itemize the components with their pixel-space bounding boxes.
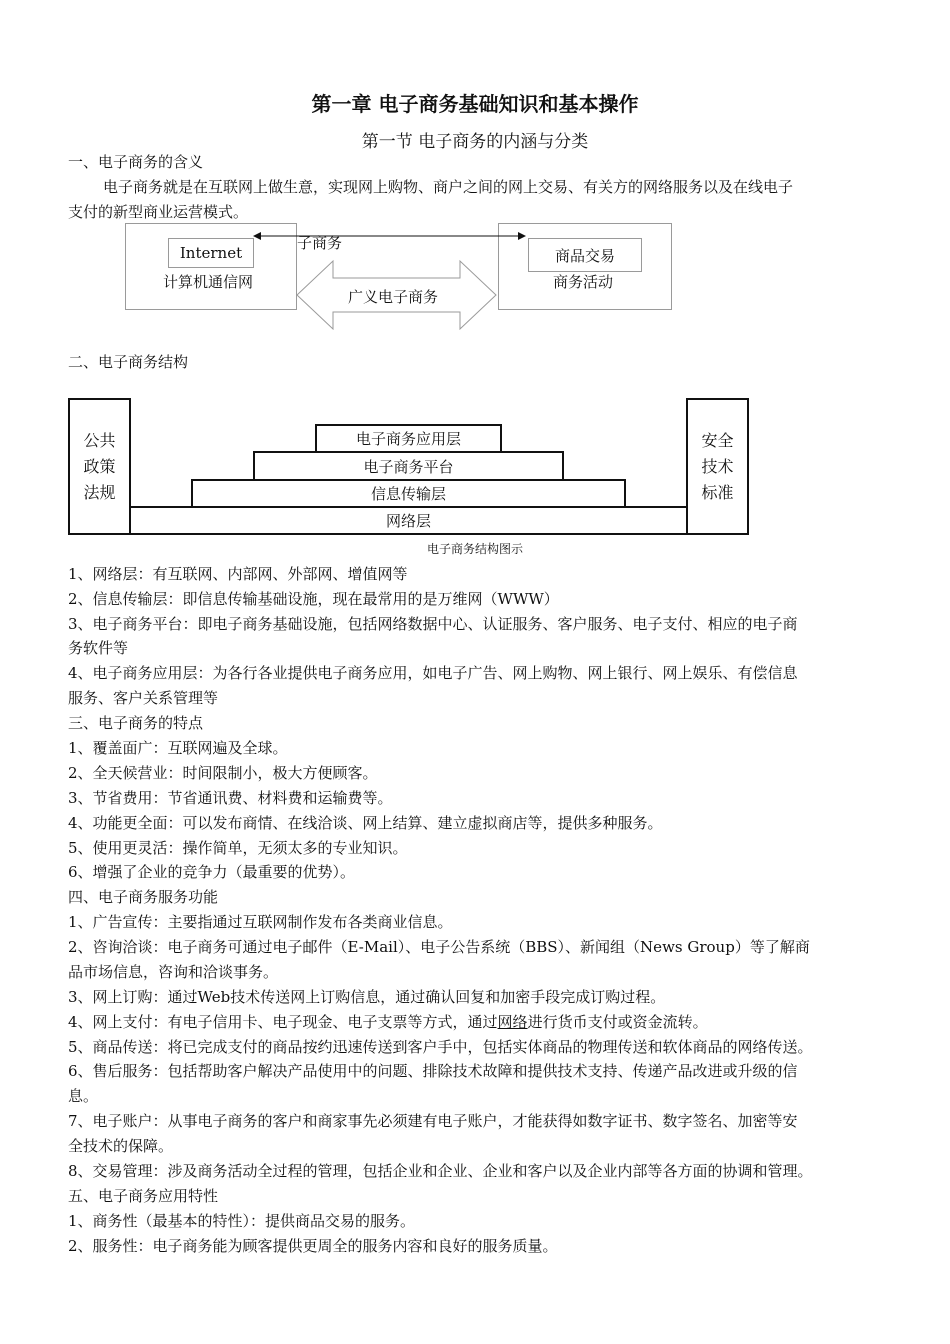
- text-line: 1、广告宣传：主要指通过互联网制作发布各类商业信息。: [68, 913, 453, 931]
- chapter-title: 第一章 电子商务基础知识和基本操作: [311, 92, 639, 116]
- internet-label: Internet: [179, 244, 243, 262]
- narrow-ecommerce-label: 子商务: [297, 234, 343, 252]
- layer-transmission: [191, 479, 626, 508]
- section-title: 第一节 电子商务的内涵与分类: [361, 132, 589, 152]
- text-line: 1、商务性（最基本的特性）：提供商品交易的服务。: [68, 1212, 416, 1230]
- text-line: 3、网上订购：通过Web技术传送网上订购信息，通过确认回复和加密手段完成订购过程。: [68, 988, 666, 1006]
- text-line: 5、商品传送：将已完成支付的商品按约迅速传送到客户手中，包括实体商品的物理传送和软体商品的网络传送。: [68, 1038, 813, 1056]
- text-line: 服务、客户关系管理等: [68, 689, 219, 707]
- definition-paragraph-line2: 支付的新型商业运营模式。: [68, 203, 249, 221]
- text-line: 品市场信息，咨询和洽谈事务。: [68, 963, 279, 981]
- text-line: 2、全天候营业：时间限制小，极大方便顾客。: [68, 764, 378, 782]
- commodity-trade-box: [528, 238, 642, 272]
- top-arrow-left-head: [253, 232, 261, 240]
- computer-network-label: 计算机通信网: [163, 273, 254, 291]
- heading-definition: 一、电子商务的含义: [68, 153, 204, 171]
- definition-paragraph-line1: 电子商务就是在互联网上做生意，实现网上购物、商户之间的网上交易、有关方的网络服务以及在线电子: [103, 178, 794, 196]
- text-line: 2、咨询洽谈：电子商务可通过电子邮件（E-Mail）、电子公告系统（BBS）、新闻组（News Group）等了解商: [68, 938, 810, 956]
- connector-arrows: [250, 225, 535, 330]
- text-line: 务软件等: [68, 639, 129, 657]
- text-line: 2、服务性：电子商务能为顾客提供更周全的服务内容和良好的服务质量。: [68, 1237, 558, 1255]
- text-line: 4、电子商务应用层：为各行各业提供电子商务应用，如电子广告、网上购物、网上银行、网上娱乐、有偿信息: [68, 664, 798, 682]
- text-line: 息。: [68, 1087, 99, 1105]
- top-arrow-right-head: [518, 232, 526, 240]
- network-link[interactable]: 网络: [497, 1013, 528, 1031]
- payment-line-tail: 进行货币支付或资金流转。: [527, 1013, 708, 1031]
- heading-structure: 二、电子商务结构: [68, 353, 189, 371]
- left-pillar-line: 公共: [83, 430, 116, 450]
- text-line: 4、功能更全面：可以发布商情、在线洽谈、网上结算、建立虚拟商店等，提供多种服务。: [68, 814, 663, 832]
- text-line: 1、网络层：有互联网、内部网、外部网、增值网等: [68, 565, 408, 583]
- text-line: 全技术的保障。: [68, 1137, 174, 1155]
- text-line: 5、使用更灵活：操作简单，无须太多的专业知识。: [68, 839, 408, 857]
- text-line: 1、覆盖面广：互联网遍及全球。: [68, 739, 288, 757]
- text-line: 6、售后服务：包括帮助客户解决产品使用中的问题、排除技术故障和提供技术支持、传递产品改进或升级的信: [68, 1062, 798, 1080]
- text-line: 3、电子商务平台：即电子商务基础设施，包括网络数据中心、认证服务、客户服务、电子支付、相应的电子商: [68, 615, 798, 633]
- layer-application-label: 电子商务应用层: [355, 430, 461, 448]
- layer-application: [315, 424, 502, 453]
- layer-platform-label: 电子商务平台: [363, 457, 454, 476]
- broad-ecommerce-label: 广义电子商务: [348, 288, 439, 306]
- right-pillar: [686, 398, 749, 535]
- layer-platform: [253, 451, 564, 481]
- left-pillar: [68, 398, 131, 535]
- text-line: 3、节省费用：节省通讯费、材料费和运输费等。: [68, 789, 393, 807]
- text-line: 7、电子账户：从事电子商务的客户和商家事先必须建有电子账户，才能获得如数字证书、数字签名、加密等安: [68, 1112, 798, 1130]
- commodity-trade-label: 商品交易: [554, 246, 615, 265]
- payment-line: [68, 1013, 708, 1031]
- heading-application: 五、电子商务应用特性: [68, 1187, 219, 1205]
- text-line: 2、信息传输层：即信息传输基础设施，现在最常用的是万维网（WWW）: [68, 590, 559, 608]
- heading-features: 三、电子商务的特点: [68, 714, 204, 732]
- right-pillar-line: 技术: [701, 456, 734, 476]
- text-line: 8、交易管理：涉及商务活动全过程的管理，包括企业和企业、企业和客户以及企业内部等各方面的协调和管理。: [68, 1162, 813, 1180]
- layer-network-label: 网络层: [385, 512, 431, 530]
- layer-network: [129, 506, 688, 535]
- heading-services: 四、电子商务服务功能: [68, 888, 219, 906]
- right-pillar-line: 安全: [701, 430, 734, 450]
- left-pillar-line: 政策: [83, 456, 116, 476]
- structure-caption: 电子商务结构图示: [426, 542, 523, 556]
- payment-line-text: 4、网上支付：有电子信用卡、电子现金、电子支票等方式，通过: [68, 1013, 498, 1031]
- business-activity-label: 商务活动: [553, 273, 614, 291]
- right-pillar-line: 标准: [701, 482, 734, 502]
- internet-box: [168, 238, 254, 268]
- text-line: 6、增强了企业的竞争力（最重要的优势）。: [68, 863, 356, 881]
- layer-transmission-label: 信息传输层: [370, 485, 446, 503]
- left-pillar-line: 法规: [83, 482, 116, 502]
